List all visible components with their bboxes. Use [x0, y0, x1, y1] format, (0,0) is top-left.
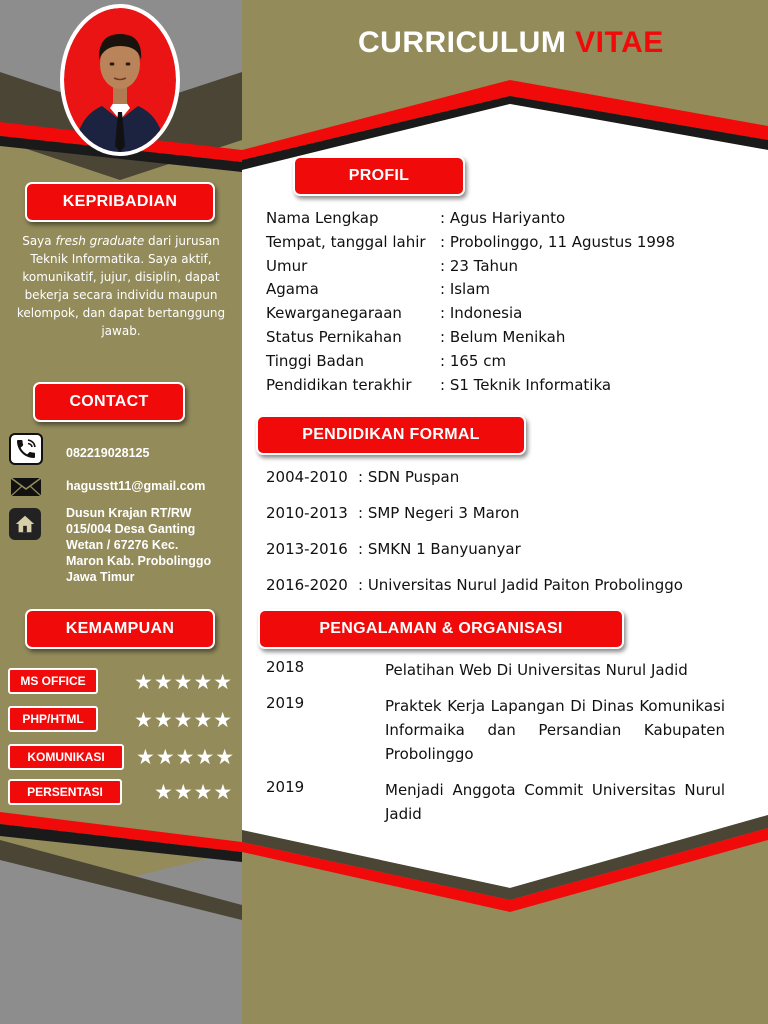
pendidikan-year: 2013-2016	[266, 540, 348, 558]
pengalaman-year: 2018	[266, 658, 305, 676]
profil-label: Agama	[266, 280, 319, 299]
contact-phone[interactable]: 082219028125	[66, 446, 150, 460]
profil-value: : 165 cm	[440, 351, 507, 370]
kepribadian-heading: KEPRIBADIAN	[25, 182, 215, 222]
profil-value: : Belum Menikah	[440, 328, 566, 346]
page-title	[358, 26, 664, 60]
profil-value: : S1 Teknik Informatika	[440, 375, 612, 394]
profil-label: Tempat, tanggal lahir	[266, 232, 426, 251]
pendidikan-value: : SDN Puspan	[358, 468, 460, 486]
profile-photo-image	[64, 8, 176, 152]
contact-email[interactable]: hagusstt11@gmail.com	[66, 479, 206, 493]
phone-icon	[9, 433, 43, 465]
profil-label: Pendidikan terakhir	[266, 375, 412, 394]
profil-heading: PROFIL	[293, 156, 465, 196]
kepribadian-text-italic: fresh graduate	[55, 234, 145, 248]
profil-label: Umur	[266, 256, 308, 275]
pendidikan-value: : SMKN 1 Banyuanyar	[358, 540, 521, 558]
skill-rating-stars: ★★★★★	[134, 708, 234, 732]
pendidikan-year: 2004-2010	[266, 468, 348, 486]
kepribadian-text-before: Saya	[22, 234, 56, 248]
title-part1: CURRICULUM	[358, 26, 567, 59]
mail-icon	[9, 474, 43, 500]
profil-value: : Islam	[440, 280, 491, 299]
skill-rating-stars: ★★★★★	[136, 745, 236, 769]
pendidikan-value: : SMP Negeri 3 Maron	[358, 504, 520, 522]
kemampuan-heading: KEMAMPUAN	[25, 609, 215, 649]
pengalaman-year: 2019	[266, 778, 305, 796]
skill-rating-stars: ★★★★	[154, 780, 234, 804]
pengalaman-value: Menjadi Anggota Commit Universitas Nurul Jadid	[385, 781, 725, 823]
pendidikan-value: : Universitas Nurul Jadid Paiton Probolinggo	[358, 576, 683, 594]
skill-label: PHP/HTML	[8, 706, 98, 732]
pendidikan-year: 2010-2013	[266, 504, 348, 522]
profil-value: : 23 Tahun	[440, 256, 519, 275]
skill-label: PERSENTASI	[8, 779, 122, 805]
profil-label: Kewarganegaraan	[266, 304, 402, 323]
kepribadian-text	[14, 232, 228, 340]
skill-rating-stars: ★★★★★	[134, 670, 234, 694]
kepribadian-text-after: dari jurusan Teknik Informatika. Saya aktif, komunikatif, jujur, disiplin, dapat bekerja secara individu maupun kelompok, dan dapat bertanggung jawab.	[16, 234, 226, 338]
pendidikan-year: 2016-2020	[266, 576, 348, 594]
pengalaman-year: 2019	[266, 694, 305, 712]
profil-label: Tinggi Badan	[266, 351, 365, 370]
profil-value: : Probolinggo, 11 Agustus 1998	[440, 232, 676, 251]
profile-photo	[60, 4, 180, 156]
title-part2: VITAE	[575, 26, 664, 59]
profil-label: Status Pernikahan	[266, 328, 402, 346]
pengalaman-heading: PENGALAMAN & ORGANISASI	[258, 609, 624, 649]
skill-label: KOMUNIKASI	[8, 744, 124, 770]
pengalaman-value: Praktek Kerja Lapangan Di Dinas Komunikasi Informaika dan Persandian Kabupaten Probolinggo	[385, 697, 725, 763]
profil-value: : Indonesia	[440, 304, 523, 323]
skill-label: MS OFFICE	[8, 668, 98, 694]
profil-label: Nama Lengkap	[266, 209, 379, 227]
home-icon	[9, 508, 41, 540]
contact-heading: CONTACT	[33, 382, 185, 422]
contact-address: Dusun Krajan RT/RW 015/004 Desa Ganting Wetan / 67276 Kec. Maron Kab. Probolinggo Jawa Timur	[66, 506, 212, 584]
profil-value: : Agus Hariyanto	[440, 209, 566, 227]
pengalaman-value: Pelatihan Web Di Universitas Nurul Jadid	[385, 661, 688, 679]
pendidikan-heading: PENDIDIKAN FORMAL	[256, 415, 526, 455]
